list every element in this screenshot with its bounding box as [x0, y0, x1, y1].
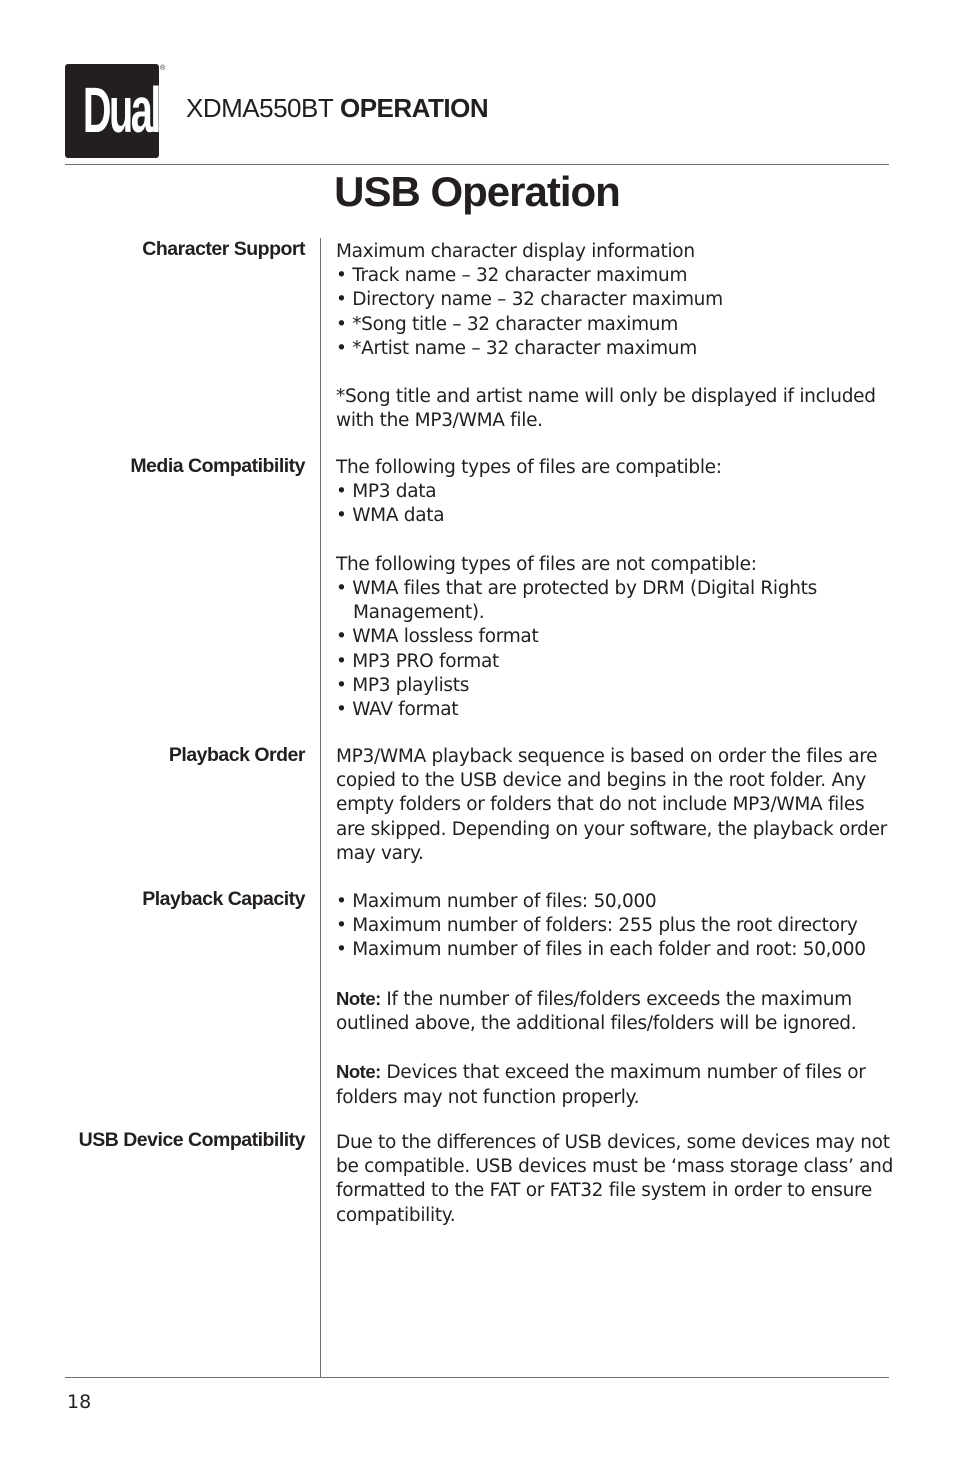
header-model: XDMA550BT: [186, 93, 334, 123]
note-1: [336, 987, 896, 1036]
compatible-intro: The following types of files are compatible:: [336, 457, 722, 478]
list-item: • WMA lossless format: [336, 626, 539, 648]
bottom-divider: [65, 1377, 889, 1378]
label-character-support: Character Support: [142, 238, 305, 260]
list-item: • WAV format: [336, 699, 459, 721]
logo-text: Dual: [82, 74, 159, 146]
playback-order-text: MP3/WMA playback sequence is based on order the files are copied to the USB device and begins in the root folder. Any empty folders or folders that do not include MP3/WMA files are skipped. Depending on your software, the playback order may vary.: [336, 746, 887, 864]
label-playback-capacity: Playback Capacity: [142, 888, 305, 910]
usb-compat-text: Due to the differences of USB devices, some devices may not be compatible. USB devices must be ‘mass storage class’ and formatted to the FAT or FAT32 file system in order to ensure compatibility.: [336, 1132, 894, 1226]
list-item: • WMA data: [336, 505, 445, 527]
note-text: If the number of files/folders exceeds the maximum outlined above, the additional files/folders will be ignored.: [336, 988, 857, 1034]
note-label: Note:: [336, 1061, 381, 1083]
column-divider: [320, 238, 321, 1377]
list-item: • *Song title – 32 character maximum: [336, 313, 678, 335]
page-title: USB Operation: [334, 168, 620, 215]
note-label: Note:: [336, 987, 381, 1009]
list-item: • MP3 PRO format: [336, 650, 499, 672]
registered-mark: ®: [160, 65, 166, 72]
header-title: [186, 93, 488, 124]
label-media-compatibility: Media Compatibility: [130, 455, 305, 477]
list-item: • Directory name – 32 character maximum: [336, 289, 723, 311]
list-item: • WMA files that are protected by DRM (Digital Rights Management).: [336, 578, 817, 624]
list-item: • MP3 playlists: [336, 674, 470, 696]
list-item: • Maximum number of files: 50,000: [336, 891, 657, 912]
list-item: • Maximum number of files in each folder and root: 50,000: [336, 939, 866, 961]
section-usb-device-compatibility: [336, 1131, 896, 1228]
label-playback-order: Playback Order: [168, 744, 305, 766]
character-footnote: *Song title and artist name will only be displayed if included with the MP3/WMA file.: [336, 386, 876, 432]
section-media-compatibility: [336, 456, 896, 722]
list-item: • MP3 data: [336, 481, 437, 503]
list-item: • Track name – 32 character maximum: [336, 265, 688, 287]
not-compatible-intro: The following types of files are not compatible:: [336, 553, 757, 575]
label-usb-device-compatibility: USB Device Compatibility: [78, 1129, 305, 1151]
character-intro: Maximum character display information: [336, 241, 695, 262]
list-item: • *Artist name – 32 character maximum: [336, 337, 697, 359]
dual-logo: [65, 64, 159, 158]
section-playback-capacity: [336, 890, 896, 1110]
section-playback-order: [336, 745, 896, 866]
page-number: 18: [67, 1391, 92, 1413]
note-text: Devices that exceed the maximum number of files or folders may not function properly.: [336, 1062, 866, 1108]
list-item: • Maximum number of folders: 255 plus the root directory: [336, 915, 858, 937]
section-character-support: [336, 240, 896, 434]
top-divider: [65, 164, 889, 165]
header-operation: OPERATION: [339, 93, 489, 123]
note-2: [336, 1060, 896, 1109]
